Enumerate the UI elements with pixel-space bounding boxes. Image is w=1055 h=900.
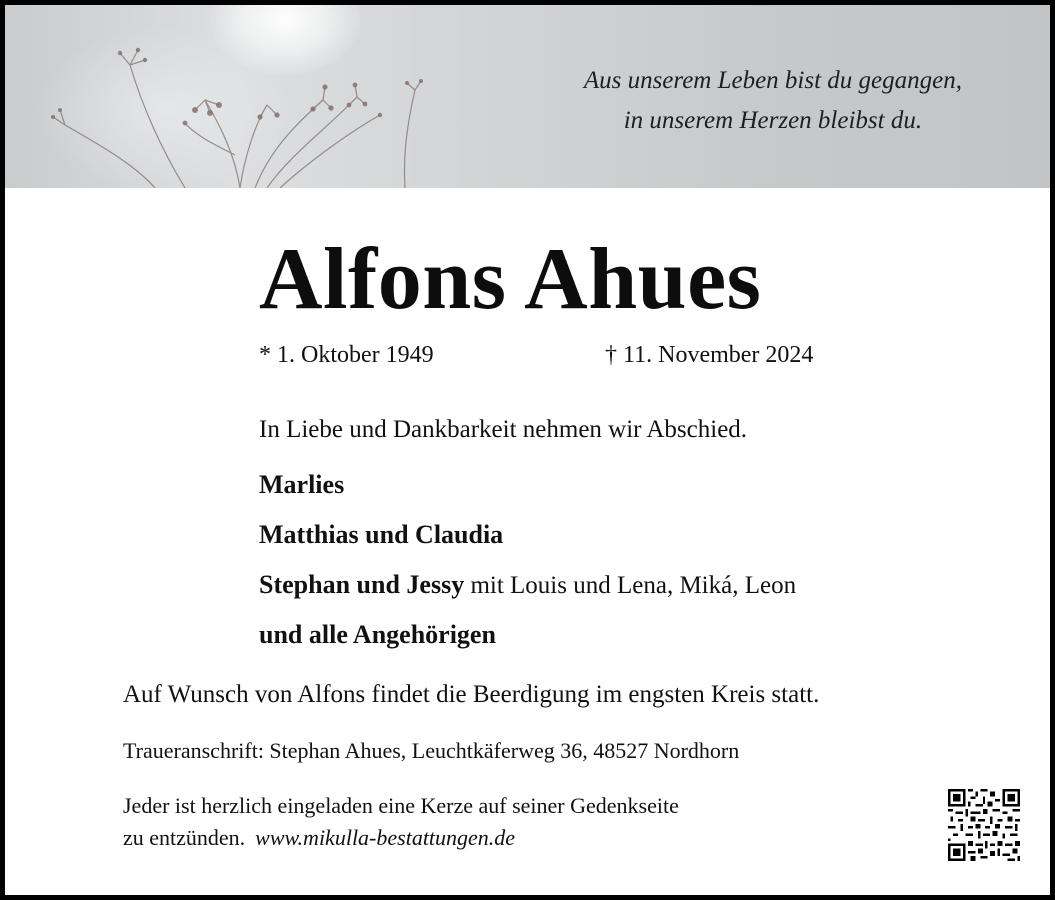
family-line <box>259 510 796 560</box>
deceased-name: Alfons Ahues <box>259 231 762 328</box>
birth-date: * 1. Oktober 1949 <box>259 342 434 368</box>
quote-line-2: in unserem Herzen bleibst du. <box>623 107 923 134</box>
family-line <box>259 560 796 610</box>
family-line <box>259 460 796 510</box>
quote-line-1: Aus unserem Leben bist du gegangen, <box>583 67 962 94</box>
family-name: Stephan und Jessy <box>259 570 465 599</box>
death-date: † 11. November 2024 <box>605 342 814 368</box>
invite-line-2: zu entzünden. <box>123 825 246 850</box>
farewell-text: In Liebe und Dankbarkeit nehmen wir Abschied. <box>259 416 748 443</box>
family-list <box>259 460 796 660</box>
header-banner-image <box>5 5 1050 188</box>
memorial-quote <box>584 61 962 141</box>
family-line <box>259 610 796 660</box>
family-children: mit Louis und Lena, Miká, Leon <box>464 572 797 599</box>
memorial-website-link[interactable]: www.mikulla-bestattungen.de <box>255 825 516 850</box>
invite-line-1: Jeder ist herzlich eingeladen eine Kerze auf seiner Gedenkseite <box>123 793 679 818</box>
funeral-note: Auf Wunsch von Alfons findet die Beerdigung im engsten Kreis statt. <box>123 681 820 708</box>
family-name: und alle Angehörigen <box>259 620 496 649</box>
family-name: Marlies <box>259 470 345 499</box>
dried-flower-illustration <box>5 5 465 188</box>
candle-invitation <box>123 790 679 854</box>
mourning-address: Traueranschrift: Stephan Ahues, Leuchtkäferweg 36, 48527 Nordhorn <box>123 738 740 763</box>
family-name: Matthias und Claudia <box>259 520 504 549</box>
qr-code-icon[interactable] <box>948 789 1020 861</box>
